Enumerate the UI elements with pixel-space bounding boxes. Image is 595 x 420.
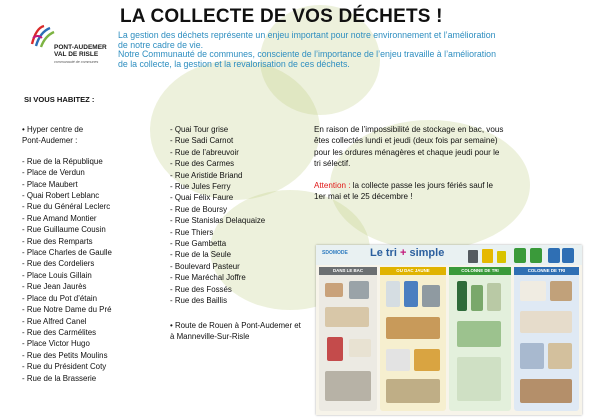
logo-tagline: communauté de communes bbox=[54, 60, 99, 64]
waste-item bbox=[349, 281, 369, 299]
list-item: - Rue Jean Jaurès bbox=[22, 282, 87, 292]
logo-name-line2: VAL DE RISLE bbox=[54, 51, 99, 58]
waste-item bbox=[548, 343, 572, 369]
poster-title-left: Le tri bbox=[370, 247, 397, 259]
list-item: • Hyper centre de bbox=[22, 125, 84, 134]
poster-header bbox=[316, 245, 582, 265]
logo bbox=[22, 24, 110, 76]
list-item: - Place Maubert bbox=[22, 179, 78, 189]
collection-info bbox=[314, 124, 504, 202]
waste-item bbox=[404, 281, 418, 307]
waste-item bbox=[386, 281, 400, 307]
list-item: - Place du Pot d’étain bbox=[22, 293, 98, 303]
waste-item bbox=[457, 321, 501, 347]
poster-panel-label: DANS LE BAC bbox=[319, 267, 377, 275]
bins-icon bbox=[466, 246, 576, 264]
list-item: - Rue Thiers bbox=[170, 227, 214, 237]
list-item: - Rue Maréchal Joffre bbox=[170, 273, 246, 283]
list-item: - Rue des Carmélites bbox=[22, 327, 97, 337]
waste-item bbox=[325, 371, 371, 401]
waste-item bbox=[414, 349, 440, 371]
waste-item bbox=[325, 283, 343, 297]
waste-item bbox=[520, 379, 572, 403]
waste-item bbox=[386, 317, 440, 339]
list-item: - Place Charles de Gaulle bbox=[22, 248, 112, 258]
attention-text: la collecte passe les jours fériés sauf le 1er mai et le 25 décembre ! bbox=[314, 180, 494, 202]
waste-item bbox=[457, 357, 501, 401]
list-item: - Quai Félix Faure bbox=[170, 193, 234, 203]
poster-panel-label: COLONNE DE TRI bbox=[449, 267, 511, 275]
list-item: - Rue du Général Leclerc bbox=[22, 202, 111, 212]
list-item: - Rue des Baillis bbox=[170, 296, 228, 306]
waste-item bbox=[471, 285, 483, 311]
section-heading: SI VOUS HABITEZ : bbox=[24, 95, 95, 104]
list-item: - Rue Guillaume Cousin bbox=[22, 225, 106, 235]
list-item: - Rue Aristide Briand bbox=[170, 170, 243, 180]
poster-panel-verre bbox=[449, 267, 511, 411]
list-item: - Rue Amand Montier bbox=[22, 213, 97, 223]
poster-title-plus: + bbox=[399, 247, 407, 259]
poster-panel-label: OU DAC JAUNE bbox=[380, 267, 446, 275]
intro-paragraph-1: La gestion des déchets représente un enjeu important pour notre environnement et l’amélioration de notre cadre de vie. bbox=[118, 30, 496, 50]
poster-panel-jaune bbox=[380, 267, 446, 411]
poster-panel-label: COLONNE DE TRI bbox=[514, 267, 579, 275]
waste-item bbox=[520, 311, 572, 333]
list-item: - Rue de la Brasserie bbox=[22, 373, 97, 383]
street-list-column-2 bbox=[170, 124, 310, 307]
waste-item bbox=[550, 281, 572, 301]
waste-item bbox=[457, 281, 467, 311]
list-item: - Rue Stanislas Delaquaize bbox=[170, 216, 266, 226]
list-item: - Rue des Carmes bbox=[170, 159, 235, 169]
waste-item bbox=[520, 343, 544, 369]
waste-item bbox=[520, 281, 546, 301]
list-item: - Rue de l’abreuvoir bbox=[170, 147, 239, 157]
intro-text bbox=[118, 31, 498, 69]
waste-item bbox=[386, 349, 410, 371]
route-note: • Route de Rouen à Pont-Audemer et à Manneville-Sur-Risle bbox=[170, 321, 301, 342]
list-item: - Rue du Président Coty bbox=[22, 362, 107, 372]
waste-item bbox=[386, 379, 440, 403]
list-item: - Quai Tour grise bbox=[170, 125, 229, 134]
list-item: - Boulevard Pasteur bbox=[170, 261, 240, 271]
collection-schedule-text: En raison de l’impossibilité de stockage en bac, vous êtes collectés lundi et jeudi (deux fois par semaine) pour les ordures ménagères et chaque jeudi pour le tri sélectif. bbox=[314, 125, 504, 169]
list-item: - Rue de la Seule bbox=[170, 250, 231, 260]
waste-item bbox=[422, 285, 440, 307]
page-title: LA COLLECTE DE VOS DÉCHETS ! bbox=[120, 6, 443, 27]
list-item: - Place Victor Hugo bbox=[22, 339, 90, 349]
street-list-column-1 bbox=[22, 124, 162, 384]
waste-item bbox=[325, 307, 369, 327]
list-item: - Rue de la République bbox=[22, 156, 103, 166]
list-item: - Rue Alfred Canel bbox=[22, 316, 87, 326]
waste-item bbox=[327, 337, 343, 361]
poster-panel-papier bbox=[514, 267, 579, 411]
list-item: - Rue Sadi Carnot bbox=[170, 136, 234, 146]
list-item: - Place Louis Gillain bbox=[22, 270, 92, 280]
logo-mark-icon bbox=[30, 24, 56, 48]
list-gap bbox=[22, 147, 162, 156]
list-item: - Rue de Boursy bbox=[170, 204, 228, 214]
waste-item bbox=[349, 339, 371, 357]
attention-notice bbox=[314, 180, 504, 203]
list-item: - Rue des Fossés bbox=[170, 284, 232, 294]
poster-title-right: simple bbox=[409, 247, 445, 259]
poster-title bbox=[370, 247, 444, 259]
attention-label: Attention : bbox=[314, 180, 351, 190]
poster-panel-bac bbox=[319, 267, 377, 411]
waste-item bbox=[487, 283, 501, 311]
list-item: - Rue des Petits Moulins bbox=[22, 350, 108, 360]
list-item: - Rue des Remparts bbox=[22, 236, 93, 246]
list-item: - Place de Verdun bbox=[22, 168, 85, 178]
sorting-guide-poster bbox=[316, 245, 582, 415]
list-item: Pont-Audemer : bbox=[22, 136, 78, 146]
poster-brand: SDOMODE bbox=[322, 250, 348, 256]
intro-paragraph-2: Notre Communauté de communes, consciente de l’importance de l’enjeu travaille à l’amélioration de la collecte, la gestion et la revalorisation de ces déchets. bbox=[118, 49, 496, 69]
list-item: - Quai Robert Leblanc bbox=[22, 191, 100, 201]
logo-name-line1: PONT-AUDEMER bbox=[54, 44, 107, 51]
list-item: - Rue des Cordeliers bbox=[22, 259, 95, 269]
list-item: - Rue Notre Dame du Pré bbox=[22, 305, 112, 315]
logo-name bbox=[54, 44, 107, 58]
list-item: - Rue Jules Ferry bbox=[170, 182, 231, 192]
list-item: - Rue Gambetta bbox=[170, 239, 227, 249]
